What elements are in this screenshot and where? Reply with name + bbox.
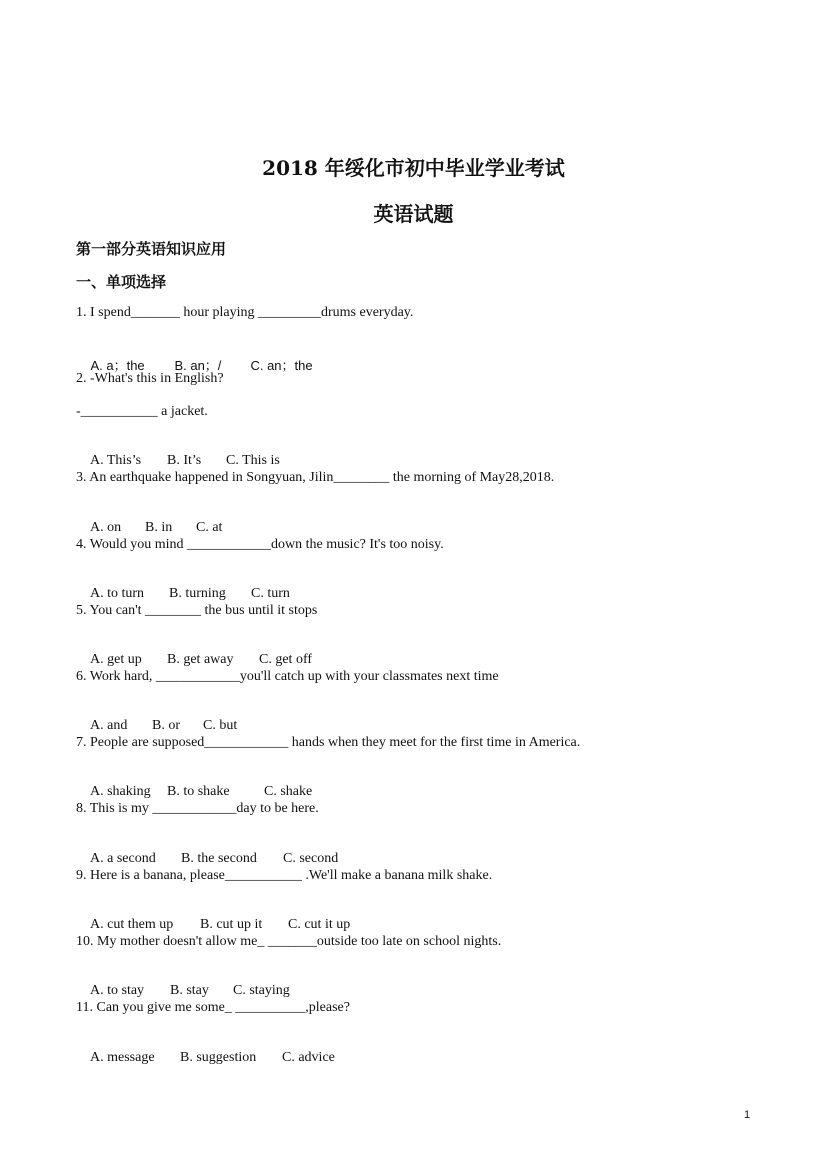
page-number: 1 [744, 1109, 751, 1121]
option-a: A. a；the [90, 358, 145, 373]
option-a: A. to stay [90, 983, 145, 998]
option-c: C. at [196, 520, 223, 535]
option-c: C. turn [251, 586, 290, 601]
option-c: C. This is [226, 453, 280, 468]
option-b: B. in [145, 520, 173, 535]
option-c: C. second [283, 851, 339, 866]
option-c: C. get off [259, 652, 313, 667]
option-c: C. shake [264, 784, 313, 799]
option-c: C. but [203, 718, 238, 733]
option-b: B. It’s [167, 453, 202, 468]
option-a: A. and [90, 718, 128, 733]
question-7-stem: 7. People are supposed____________ hands when they meet for the first time in America. [76, 735, 581, 750]
option-a: A. shaking [90, 784, 151, 799]
question-11-options [76, 1034, 335, 1082]
part-heading: 第一部分英语知识应用 [76, 240, 227, 258]
option-a: A. get up [90, 652, 142, 667]
option-b: B. cut up it [200, 917, 263, 932]
question-8-stem: 8. This is my ____________day to be here. [76, 801, 319, 816]
option-a: A. message [90, 1050, 155, 1065]
question-2-stem: 2. -What's this in English? [76, 371, 224, 386]
option-a: A. cut them up [90, 917, 174, 932]
question-4-stem: 4. Would you mind ____________down the music? It's too noisy. [76, 537, 444, 552]
option-b: B. get away [167, 652, 234, 667]
exam-title: 2018 年绥化市初中毕业学业考试 [262, 156, 565, 180]
option-b: B. stay [170, 983, 209, 998]
option-b: B. to shake [167, 784, 230, 799]
question-10-stem: 10. My mother doesn't allow me_ _______outside too late on school nights. [76, 934, 502, 949]
exam-subtitle: 英语试题 [373, 202, 454, 226]
option-a: A. This’s [90, 453, 142, 468]
section-heading: 一、单项选择 [76, 273, 167, 291]
option-b: B. suggestion [180, 1050, 257, 1065]
option-a: A. to turn [90, 586, 145, 601]
option-b: B. or [152, 718, 180, 733]
option-a: A. on [90, 520, 122, 535]
option-c: C. cut it up [288, 917, 351, 932]
option-c: C. staying [233, 983, 290, 998]
question-1-stem: 1. I spend_______ hour playing _________drums everyday. [76, 305, 414, 320]
question-11-stem: 11. Can you give me some_ __________,please? [76, 1000, 350, 1015]
question-2-stem-line2: -___________ a jacket. [76, 404, 208, 419]
option-b: B. the second [181, 851, 257, 866]
option-b: B. turning [169, 586, 226, 601]
question-3-stem: 3. An earthquake happened in Songyuan, Jilin________ the morning of May28,2018. [76, 470, 555, 485]
question-9-stem: 9. Here is a banana, please___________ .We'll make a banana milk shake. [76, 868, 493, 883]
question-6-stem: 6. Work hard, ____________you'll catch up with your classmates next time [76, 669, 499, 684]
option-b: B. an；/ [174, 358, 222, 373]
option-c: C. an；the [250, 358, 313, 373]
option-c: C. advice [282, 1050, 335, 1065]
option-a: A. a second [90, 851, 156, 866]
question-5-stem: 5. You can't ________ the bus until it stops [76, 603, 318, 618]
